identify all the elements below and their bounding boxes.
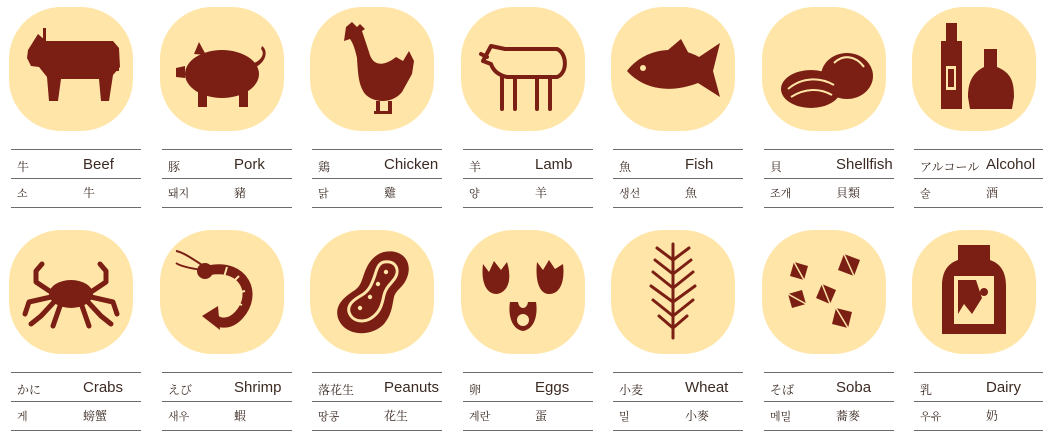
chinese-label: 酒: [986, 186, 999, 200]
english-label: Dairy: [986, 379, 1022, 396]
japanese-label: 乳: [920, 383, 933, 397]
chinese-label: 豬: [234, 186, 247, 200]
label-table: [312, 372, 444, 432]
korean-label: 소: [17, 187, 28, 200]
rule-line: [312, 149, 442, 150]
allergen-card-soba: [762, 230, 886, 430]
rule-line: [11, 149, 141, 150]
icon-tile: [160, 230, 284, 354]
rule-line: [162, 178, 292, 179]
korean-label: 게: [17, 410, 28, 423]
egg-icon: [473, 242, 573, 342]
english-label: Crabs: [83, 379, 124, 396]
allergen-card-beef: [9, 7, 133, 207]
korean-label: 돼지: [168, 187, 190, 200]
chinese-label: 螃蟹: [83, 409, 108, 423]
japanese-label: アルコール: [920, 160, 980, 174]
rule-line: [613, 430, 743, 431]
icon-tile: [912, 7, 1036, 131]
rule-line: [914, 372, 1043, 373]
rule-line: [162, 401, 292, 402]
japanese-label: 卵: [469, 383, 482, 397]
buckwheat-icon: [774, 242, 874, 342]
icon-tile: [762, 7, 886, 131]
chinese-label: 蕎麥: [836, 409, 861, 423]
bottles-icon: [924, 19, 1024, 119]
chinese-label: 花生: [384, 409, 409, 423]
icon-tile: [310, 230, 434, 354]
rule-line: [312, 178, 442, 179]
crab-icon: [21, 242, 121, 342]
icon-tile: [912, 230, 1036, 354]
cow-icon: [21, 19, 121, 119]
japanese-label: えび: [168, 383, 193, 397]
japanese-label: そば: [770, 383, 795, 397]
rule-line: [764, 207, 894, 208]
english-label: Soba: [836, 379, 872, 396]
rule-line: [463, 401, 593, 402]
english-label: Wheat: [685, 379, 729, 396]
icon-tile: [9, 7, 133, 131]
allergen-card-chicken: [310, 7, 439, 207]
icon-tile: [461, 230, 585, 354]
pig-icon: [172, 19, 272, 119]
rule-line: [162, 149, 292, 150]
allergen-card-pork: [160, 7, 284, 207]
icon-tile: [611, 230, 735, 354]
shrimp-icon: [172, 242, 272, 342]
english-label: Chicken: [384, 156, 439, 173]
japanese-label: 魚: [619, 160, 632, 174]
rule-line: [463, 178, 593, 179]
shellfish-icon: [774, 19, 874, 119]
label-table: [914, 149, 1043, 209]
chicken-icon: [322, 19, 422, 119]
label-table: [162, 149, 294, 209]
rule-line: [914, 149, 1043, 150]
allergen-card-fish: [611, 7, 735, 207]
korean-label: 메밀: [770, 410, 792, 423]
chinese-label: 貝類: [836, 186, 861, 200]
rule-line: [463, 430, 593, 431]
rule-line: [11, 430, 141, 431]
japanese-label: 落花生: [318, 383, 355, 397]
rule-line: [162, 207, 292, 208]
rule-line: [463, 149, 593, 150]
rule-line: [764, 401, 894, 402]
rule-line: [914, 207, 1043, 208]
allergen-card-peanuts: [310, 230, 440, 430]
rule-line: [11, 372, 141, 373]
icon-tile: [461, 7, 585, 131]
label-table: [764, 149, 896, 209]
rule-line: [11, 178, 141, 179]
chinese-label: 雞: [384, 186, 397, 200]
rule-line: [312, 372, 442, 373]
korean-label: 새우: [168, 410, 190, 423]
rule-line: [613, 207, 743, 208]
icon-tile: [160, 7, 284, 131]
japanese-label: 小麦: [619, 383, 644, 397]
english-label: Shellfish: [836, 156, 893, 173]
rule-line: [764, 149, 894, 150]
label-table: [162, 372, 294, 432]
rule-line: [613, 178, 743, 179]
chinese-label: 魚: [685, 186, 698, 200]
rule-line: [613, 401, 743, 402]
rule-line: [764, 372, 894, 373]
english-label: Fish: [685, 156, 714, 173]
japanese-label: 羊: [469, 160, 482, 174]
rule-line: [11, 401, 141, 402]
korean-label: 계란: [469, 410, 491, 423]
milk-bottle-icon: [924, 242, 1024, 342]
label-table: [914, 372, 1043, 432]
rule-line: [162, 372, 292, 373]
sheep-icon: [473, 19, 573, 119]
chinese-label: 蛋: [535, 409, 548, 423]
chinese-label: 羊: [535, 186, 548, 200]
icon-tile: [762, 230, 886, 354]
label-table: [11, 149, 143, 209]
allergen-card-lamb: [461, 7, 585, 207]
fish-icon: [623, 19, 723, 119]
allergen-card-eggs: [461, 230, 585, 430]
japanese-label: 貝: [770, 160, 783, 174]
icon-tile: [310, 7, 434, 131]
chinese-label: 蝦: [234, 409, 247, 423]
icon-tile: [611, 7, 735, 131]
japanese-label: 豚: [168, 160, 181, 174]
korean-label: 조개: [770, 187, 792, 200]
japanese-label: かに: [17, 383, 42, 397]
korean-label: 술: [920, 187, 931, 200]
allergen-card-wheat: [611, 230, 735, 430]
rule-line: [613, 149, 743, 150]
rule-line: [312, 401, 442, 402]
wheat-icon: [623, 242, 723, 342]
english-label: Pork: [234, 156, 265, 173]
chinese-label: 奶: [986, 409, 999, 423]
allergen-card-crabs: [9, 230, 133, 430]
label-table: [764, 372, 896, 432]
korean-label: 양: [469, 187, 480, 200]
rule-line: [914, 401, 1043, 402]
english-label: Peanuts: [384, 379, 440, 396]
rule-line: [162, 430, 292, 431]
rule-line: [312, 207, 442, 208]
rule-line: [914, 430, 1043, 431]
korean-label: 닭: [318, 187, 329, 200]
allergen-card-alcohol: [912, 7, 1036, 207]
allergen-card-shrimp: [160, 230, 284, 430]
peanut-icon: [322, 242, 422, 342]
label-table: [463, 372, 595, 432]
rule-line: [463, 372, 593, 373]
chinese-label: 小麥: [685, 409, 710, 423]
label-table: [11, 372, 143, 432]
english-label: Shrimp: [234, 379, 282, 396]
english-label: Lamb: [535, 156, 573, 173]
korean-label: 우유: [920, 410, 942, 423]
korean-label: 생선: [619, 187, 641, 200]
label-table: [312, 149, 444, 209]
label-table: [463, 149, 595, 209]
rule-line: [764, 178, 894, 179]
korean-label: 땅콩: [318, 410, 340, 423]
japanese-label: 鶏: [318, 160, 331, 174]
icon-tile: [9, 230, 133, 354]
rule-line: [764, 430, 894, 431]
english-label: Alcohol: [986, 156, 1036, 173]
english-label: Beef: [83, 156, 114, 173]
rule-line: [914, 178, 1043, 179]
rule-line: [11, 207, 141, 208]
chinese-label: 牛: [83, 186, 96, 200]
label-table: [613, 372, 745, 432]
label-table: [613, 149, 745, 209]
japanese-label: 牛: [17, 160, 30, 174]
rule-line: [312, 430, 442, 431]
allergen-card-dairy: [912, 230, 1036, 430]
allergen-card-shellfish: [762, 7, 893, 207]
rule-line: [613, 372, 743, 373]
korean-label: 밀: [619, 410, 630, 423]
english-label: Eggs: [535, 379, 570, 396]
rule-line: [463, 207, 593, 208]
